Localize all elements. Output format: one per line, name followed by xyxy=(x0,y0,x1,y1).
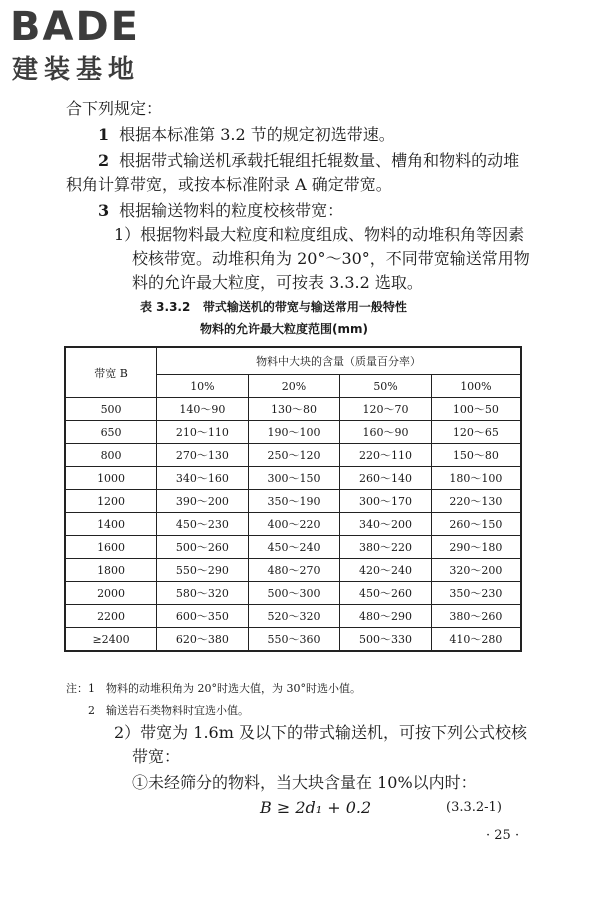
cell-size-range: 600～350 xyxy=(157,605,249,628)
cell-size-range: 220～130 xyxy=(431,490,521,513)
cell-belt-width: ≥2400 xyxy=(65,628,157,652)
cell-size-range: 500～330 xyxy=(340,628,432,652)
item-1-number: 1 xyxy=(98,125,110,144)
subheader: 10% xyxy=(157,375,249,398)
logo-brand: BADE xyxy=(10,4,140,50)
cell-size-range: 120～65 xyxy=(431,421,521,444)
cell-size-range: 380～220 xyxy=(340,536,432,559)
cell-size-range: 400～220 xyxy=(248,513,340,536)
table-caption xyxy=(140,298,407,315)
cell-belt-width: 1200 xyxy=(65,490,157,513)
logo xyxy=(10,4,180,88)
page-number: · 25 · xyxy=(486,828,520,843)
item-3 xyxy=(98,200,343,222)
cell-belt-width: 500 xyxy=(65,398,157,421)
table-row xyxy=(65,559,521,582)
table-row xyxy=(65,605,521,628)
cell-size-range: 450～260 xyxy=(340,582,432,605)
cell-size-range: 550～290 xyxy=(157,559,249,582)
equation-number: (3.3.2-1) xyxy=(446,800,502,815)
cell-belt-width: 1800 xyxy=(65,559,157,582)
table-row xyxy=(65,398,521,421)
cell-size-range: 260～150 xyxy=(431,513,521,536)
cell-size-range: 390～200 xyxy=(157,490,249,513)
table-row xyxy=(65,421,521,444)
cell-size-range: 180～100 xyxy=(431,467,521,490)
cell-size-range: 130～80 xyxy=(248,398,340,421)
cell-belt-width: 1000 xyxy=(65,467,157,490)
subheader: 50% xyxy=(340,375,432,398)
subitem-2-line-b: 带宽： xyxy=(132,747,181,766)
table-row xyxy=(65,582,521,605)
cell-size-range: 220～110 xyxy=(340,444,432,467)
cell-size-range: 320～200 xyxy=(431,559,521,582)
cell-size-range: 550～360 xyxy=(248,628,340,652)
subitem-2-line-a: 2）带宽为 1.6m 及以下的带式输送机，可按下列公式校核 xyxy=(114,723,527,742)
item-2-number: 2 xyxy=(98,151,110,170)
item-1-text: 根据本标准第 3.2 节的规定初选带速。 xyxy=(119,125,395,144)
cell-belt-width: 650 xyxy=(65,421,157,444)
cell-size-range: 350～230 xyxy=(431,582,521,605)
item-2-text-a: 根据带式输送机承载托辊组托辊数量、槽角和物料的动堆 xyxy=(119,151,520,170)
cell-size-range: 100～50 xyxy=(431,398,521,421)
cell-size-range: 190～100 xyxy=(248,421,340,444)
item-3-number: 3 xyxy=(98,201,110,220)
cell-size-range: 150～80 xyxy=(431,444,521,467)
item-2 xyxy=(98,150,519,172)
table-row xyxy=(65,490,521,513)
logo-subtitle: 建装基地 xyxy=(12,55,141,85)
cell-size-range: 290～180 xyxy=(431,536,521,559)
cell-size-range: 500～260 xyxy=(157,536,249,559)
cell-size-range: 520～320 xyxy=(248,605,340,628)
cell-size-range: 420～240 xyxy=(340,559,432,582)
cell-size-range: 300～150 xyxy=(248,467,340,490)
cell-size-range: 270～130 xyxy=(157,444,249,467)
table-caption-title: 带式输送机的带宽与输送常用一般特性 xyxy=(202,300,407,314)
table-caption-title2: 物料的允许最大粒度范围(mm) xyxy=(200,322,368,336)
cell-size-range: 450～240 xyxy=(248,536,340,559)
cell-belt-width: 2200 xyxy=(65,605,157,628)
cell-size-range: 350～190 xyxy=(248,490,340,513)
cell-size-range: 410～280 xyxy=(431,628,521,652)
cell-size-range: 480～270 xyxy=(248,559,340,582)
subitem-1-line-b: 校核带宽。动堆积角为 20°～30°，不同带宽输送常用物 xyxy=(132,249,530,268)
item-1 xyxy=(98,124,395,146)
cell-belt-width: 800 xyxy=(65,444,157,467)
cell-size-range: 300～170 xyxy=(340,490,432,513)
table-row xyxy=(65,444,521,467)
item-2-text-b: 积角计算带宽，或按本标准附录 A 确定带宽。 xyxy=(66,175,392,194)
note-2: 2 输送岩石类物料时宜选小值。 xyxy=(88,704,249,717)
cell-size-range: 340～160 xyxy=(157,467,249,490)
cell-size-range: 580～320 xyxy=(157,582,249,605)
table-row xyxy=(65,513,521,536)
cell-belt-width: 1600 xyxy=(65,536,157,559)
cell-size-range: 340～200 xyxy=(340,513,432,536)
header-lump-content: 物料中大块的含量（质量百分率） xyxy=(157,347,521,375)
cell-size-range: 450～230 xyxy=(157,513,249,536)
cell-size-range: 380～260 xyxy=(431,605,521,628)
cell-size-range: 250～120 xyxy=(248,444,340,467)
table-row xyxy=(65,536,521,559)
subitem-1-line-a: 1）根据物料最大粒度和粒度组成、物料的动堆积角等因素 xyxy=(114,225,525,244)
subitem-1-line-c: 料的允许最大粒度，可按表 3.3.2 选取。 xyxy=(132,273,423,292)
line-continuation: 合下列规定： xyxy=(66,99,163,118)
cell-size-range: 260～140 xyxy=(340,467,432,490)
subheader: 100% xyxy=(431,375,521,398)
particle-size-table xyxy=(64,346,522,652)
cell-size-range: 160～90 xyxy=(340,421,432,444)
cell-size-range: 210～110 xyxy=(157,421,249,444)
item-3-text: 根据输送物料的粒度校核带宽： xyxy=(119,201,344,220)
cell-size-range: 500～300 xyxy=(248,582,340,605)
cell-size-range: 120～70 xyxy=(340,398,432,421)
table-body xyxy=(65,398,521,652)
formula: B ≥ 2d₁ + 0.2 xyxy=(260,798,372,817)
note-1: 注：1 物料的动堆积角为 20°时选大值，为 30°时选小值。 xyxy=(66,682,361,695)
cell-size-range: 140～90 xyxy=(157,398,249,421)
table-caption-number: 表 3.3.2 xyxy=(140,300,191,314)
subheader: 20% xyxy=(248,375,340,398)
cell-size-range: 480～290 xyxy=(340,605,432,628)
table-row xyxy=(65,628,521,652)
cell-size-range: 620～380 xyxy=(157,628,249,652)
cell-belt-width: 1400 xyxy=(65,513,157,536)
header-belt-width: 带宽 B xyxy=(65,347,157,398)
cell-belt-width: 2000 xyxy=(65,582,157,605)
table-row xyxy=(65,467,521,490)
circled-item-1: ①未经筛分的物料，当大块含量在 10%以内时： xyxy=(132,773,477,792)
